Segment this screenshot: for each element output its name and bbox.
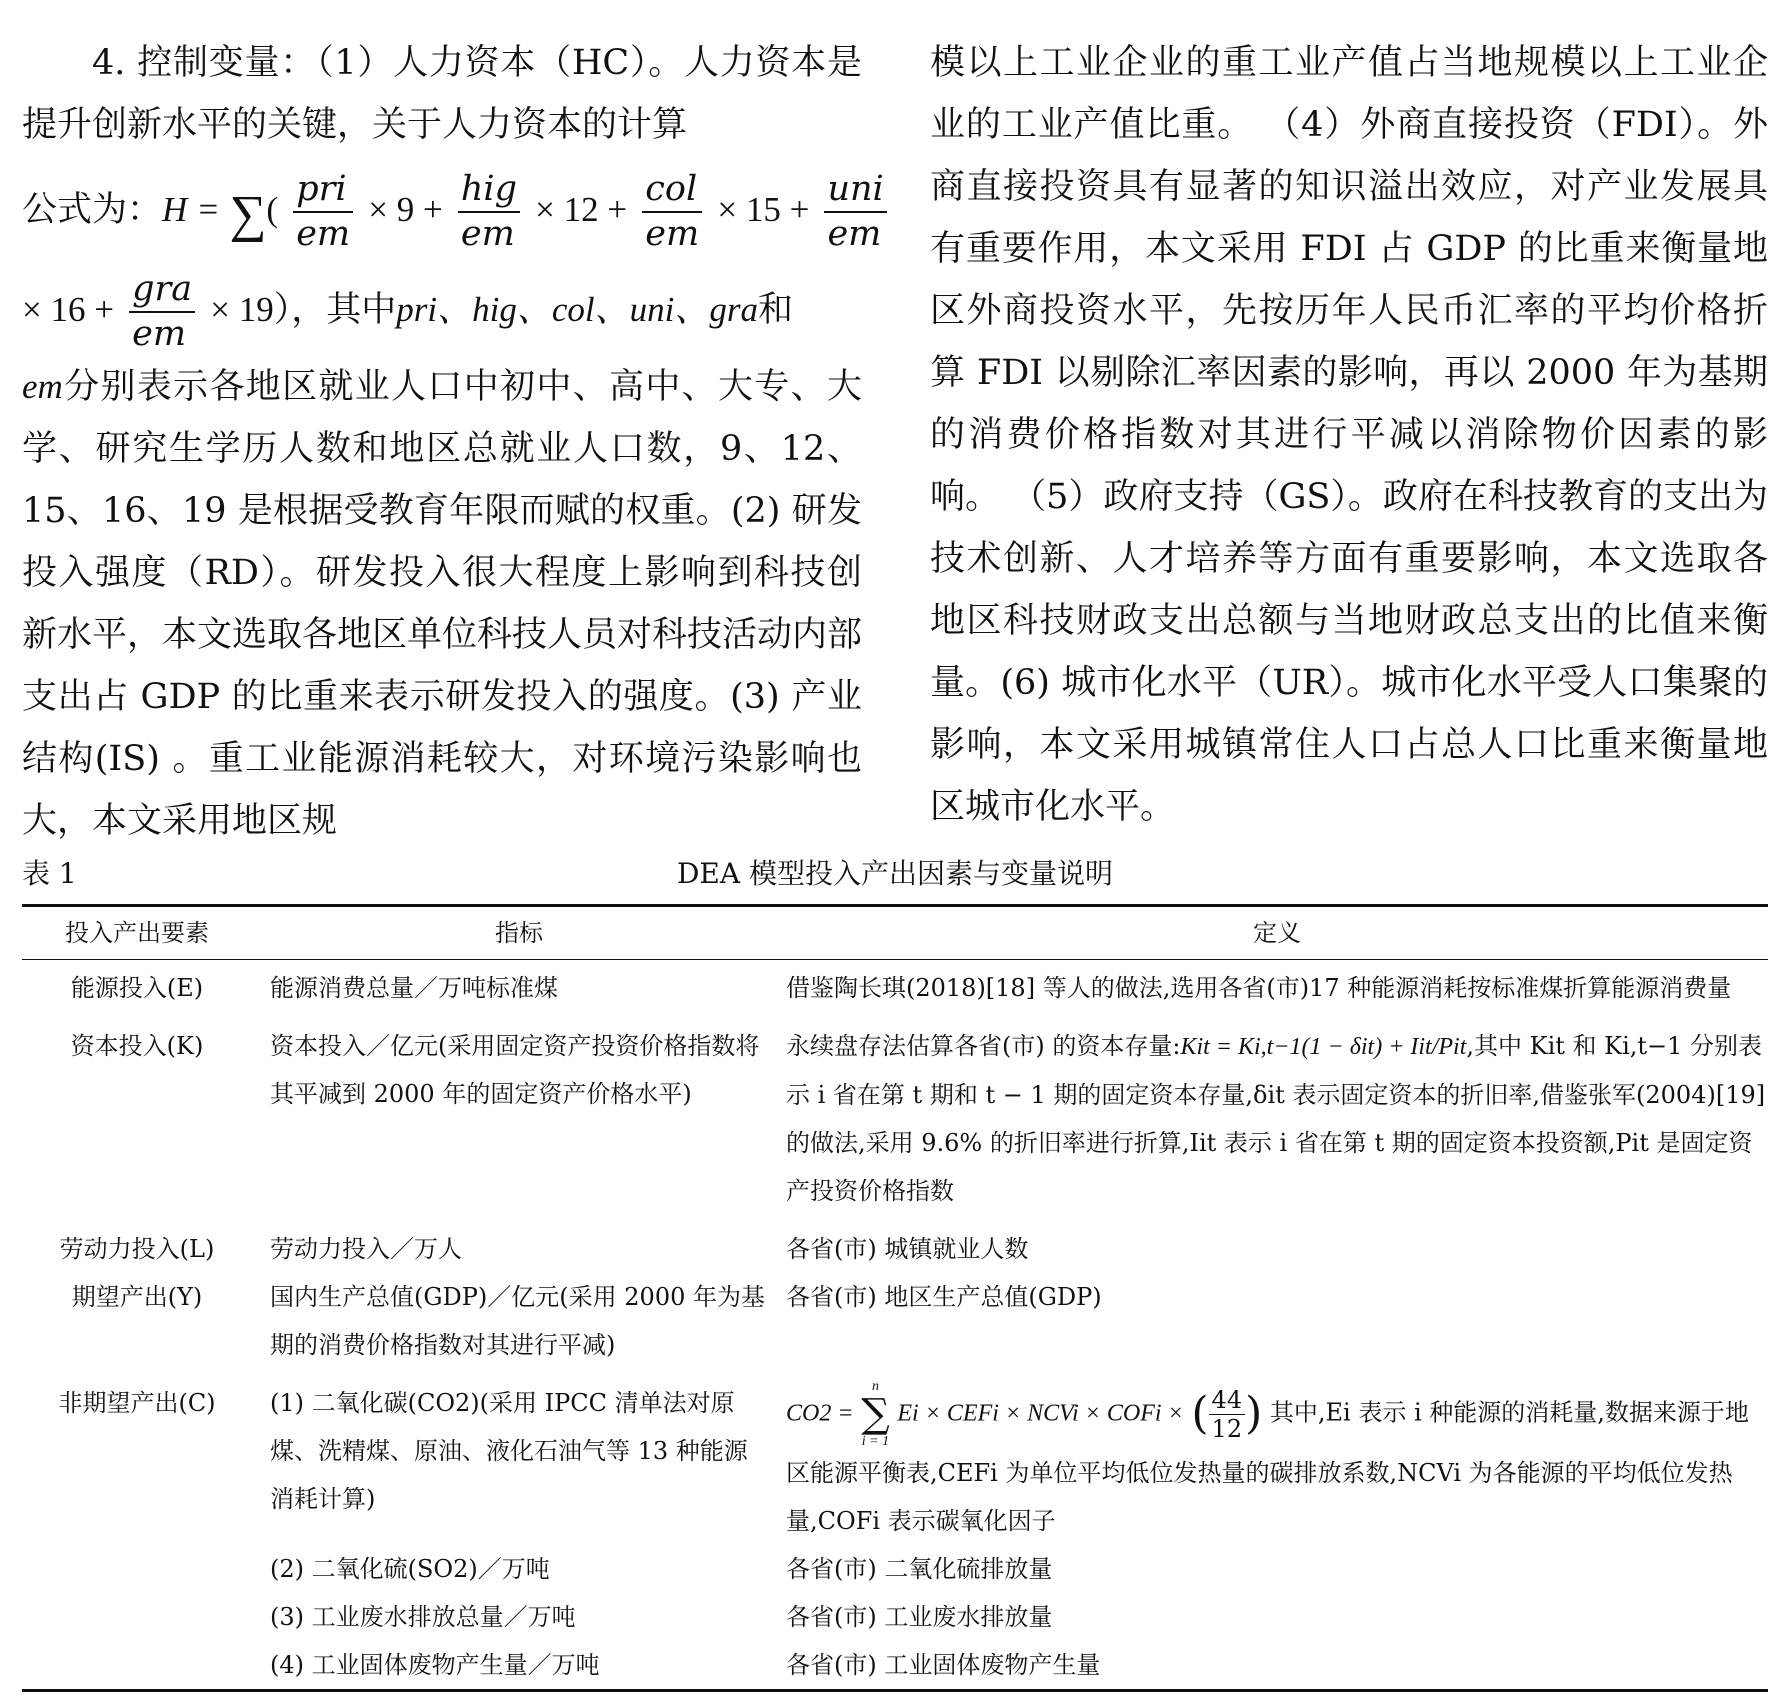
table-caption — [22, 852, 1768, 892]
fraction-gra: $\frac{\text{gra}}{em}$ — [129, 272, 195, 352]
table-row: (2) 二氧化硫(SO2)／万吨 各省(市) 二氧化硫排放量 — [270, 1555, 1053, 1583]
sum-symbol: n ∑ i = 1 — [861, 1379, 890, 1449]
fraction-44-12: $\frac{44}{12}$ — [1209, 1388, 1246, 1441]
right-text-column — [930, 32, 1768, 838]
table-row: 资本投入(K) 资本投入／亿元(采用固定资产投资价格指数将其平减到 2000 年的固定资产价格水平) 永续盘存法估算各省(市) 的资本存量:Kit = Ki,t−1(1 − δit) + Iit/Pit,其中 Kit 和 Ki,t−1 分别表示 i 省在第 t 期和 t − 1 期的固定资本存量,δit 表示固定资本的折旧率,借鉴张军(2004)[19] 的做法,采用 9.6% 的折旧率进行折算,Iit 表示 i 省在第 t 期的固定资本投资额,Pit 是固定资产投资价格指数 — [70, 1032, 1766, 1205]
table-row: 非期望产出(C) (1) 二氧化碳(CO2)(采用 IPCC 清单法对原煤、洗精煤、原油、液化石油气等 13 种能源消耗计算) CO2 = n ∑ i = 1 Ei × CEFi × NCVi × COFi × ( $\frac{44}{12}$ ) 其中,Ei 表示 i 种能源的消耗量,数据来源于地区能源平衡表,CEFi 为单位平均低位发热量的碳排放系数,NCVi 为各能源的平均低位发热量,COFi 表示碳氧化因子 — [22, 1369, 1768, 1545]
fraction-col: $\frac{\text{col}}{em}$ — [642, 172, 702, 252]
table-header-row — [22, 906, 1768, 960]
header-factor: 投入产出要素 — [22, 906, 252, 960]
table-title: DEA 模型投入产出因素与变量说明 — [676, 857, 1113, 890]
dea-variable-table — [22, 904, 1768, 1692]
table-row: (4) 工业固体废物产生量／万吨 各省(市) 工业固体废物产生量 — [22, 1641, 1768, 1691]
table-row: 期望产出(Y) 国内生产总值(GDP)／亿元(采用 2000 年为基期的消费价格指数对其进行平减) 各省(市) 地区生产总值(GDP) — [71, 1283, 1102, 1359]
table-row: 能源投入(E) 能源消费总量／万吨标准煤 借鉴陶长琪(2018)[18] 等人的做法,选用各省(市)17 种能源消耗按标准煤折算能源消费量 — [70, 974, 1732, 1002]
table-number: 表 1 — [22, 857, 77, 890]
fraction-uni: $\frac{\text{uni}}{em}$ — [824, 172, 886, 252]
sum-symbol: ∑ — [229, 186, 267, 243]
control-variables-paragraph-rest: em分别表示各地区就业人口中初中、高中、大专、大学、研究生学历人数和地区总就业人口数，9、12、15、16、19 是根据受教育年限而赋的权重。(2) 研发投入强度（RD）。研发投入很大程度上影响到科技创新水平，本文选取各地区单位科技人员对科技活动内部支出占 GDP 的比重来表示研发投入的强度。(3) 产业结构(IS) 。重工业能源消耗较大，对环境污染影响也大，本文采用地区规 — [22, 367, 863, 841]
table-row: (3) 工业废水排放总量／万吨 各省(市) 工业废水排放量 — [270, 1603, 1053, 1631]
fraction-pri: $\frac{\text{pri}}{em}$ — [293, 172, 353, 252]
co2-formula-definition: CO2 = n ∑ i = 1 Ei × CEFi × NCVi × COFi × ( $\frac{44}{12}$ ) 其中,Ei 表示 i 种能源的消耗量,数据来源于地区能源平衡表,CEFi 为单位平均低位发热量的碳排放系数,NCVi 为各能源的平均低位发热量,COFi 表示碳氧化因子 — [786, 1379, 1749, 1535]
header-definition: 定义 — [786, 906, 1768, 960]
control-variables-paragraph-start: 4. 控制变量：（1）人力资本（HC）。人力资本是提升创新水平的关键，关于人力资本的计算 — [22, 43, 862, 145]
human-capital-formula-line-2: × 16 + $\frac{\text{gra}}{em}$ × 19），其中pri、hig、col、uni、gra和 — [22, 268, 793, 354]
control-variables-paragraph-continued: 模以上工业企业的重工业产值占当地规模以上工业企业的工业产值比重。 （4）外商直接投资（FDI）。外商直接投资具有显著的知识溢出效应，对产业发展具有重要作用，本文采用 FDI 占 GDP 的比重来衡量地区外商投资水平，先按历年人民币汇率的平均价格折算 FDI 以剔除汇率因素的影响，再以 2000 年为基期的消费价格指数对其进行平减以消除物价因素的影响。 （5）政府支持（GS）。政府在科技教育的支出为技术创新、人才培养等方面有重要影响，本文选取各地区科技财政支出总额与当地财政总支出的比值来衡量。(6) 城市化水平（UR）。城市化水平受人口集聚的影响，本文采用城镇常住人口占总人口比重来衡量地区城市化水平。 — [930, 43, 1768, 827]
header-indicator: 指标 — [252, 906, 786, 960]
fraction-hig: $\frac{\text{hig}}{em}$ — [458, 172, 520, 252]
left-text-column — [22, 32, 884, 852]
table-row: 劳动力投入(L) 劳动力投入／万人 各省(市) 城镇就业人数 — [59, 1235, 1029, 1263]
human-capital-formula-line-1: 公式为：H = ∑( $\frac{\text{pri}}{em}$ × 9 + $\frac{\text{hig}}{em}$ × 12 + $\frac{\text{col}}{em}$ × 15 + $\frac{\text{uni}}{em}$ — [22, 156, 862, 264]
